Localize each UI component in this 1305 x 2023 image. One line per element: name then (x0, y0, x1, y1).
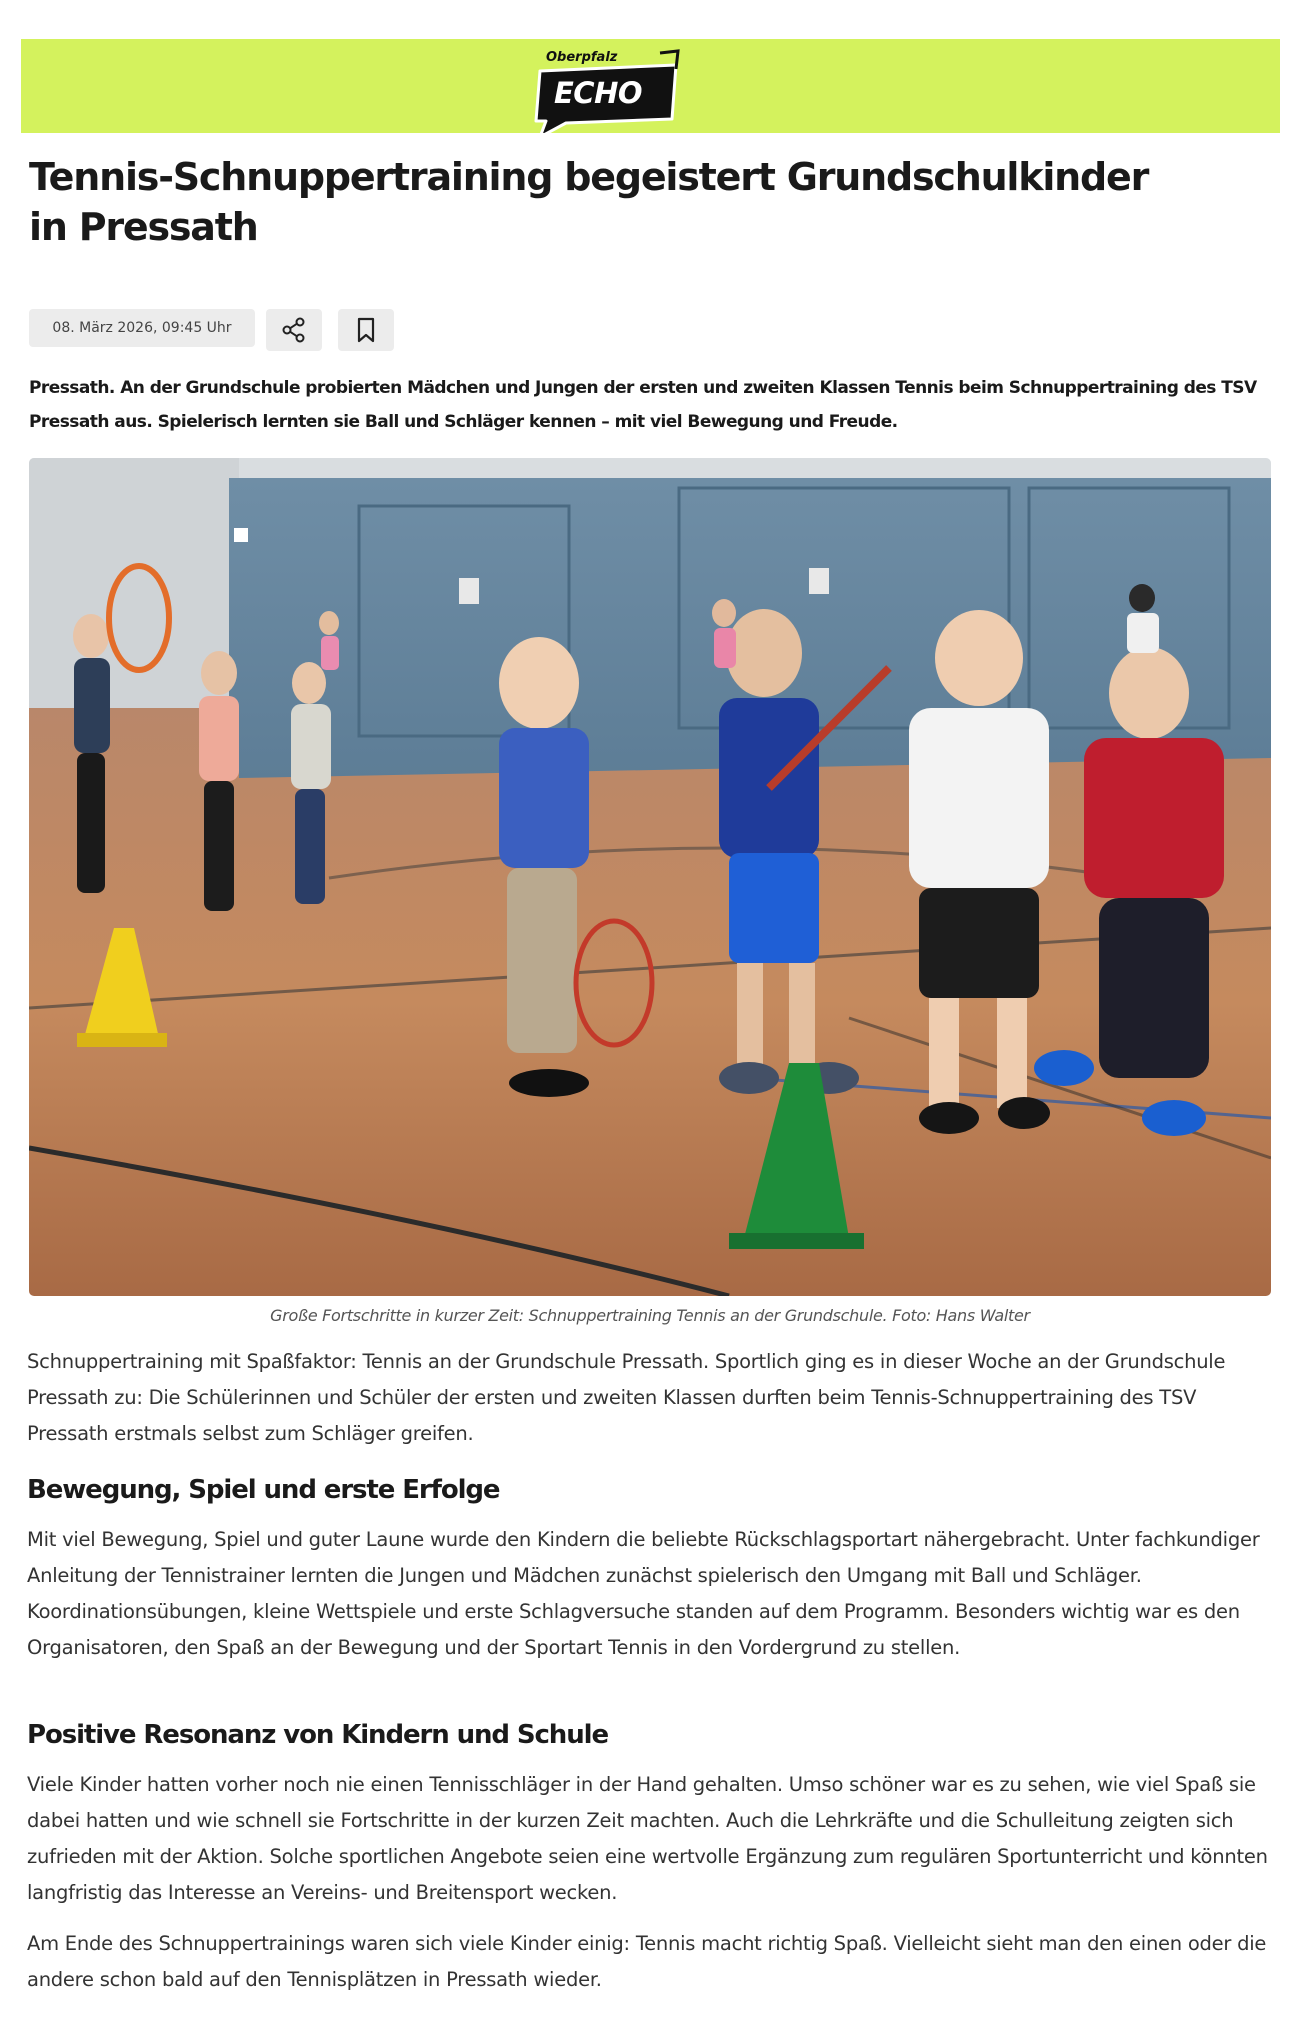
share-icon (280, 316, 308, 344)
tennis-training-photo (29, 458, 1271, 1296)
section-text-1: Mit viel Bewegung, Spiel und guter Laune wurde den Kindern die beliebte Rückschlagsportart nähergebracht. Unter fachkundiger Anleitung der Tennistrainer lernten die Jungen und Mädchen zunächst spielerisch den Umgang mit Ball und Schläger. Koordinationsübungen, kleine Wettspiele und erste Schlagversuche standen auf dem Programm. Besonders wichtig war es den Organisatoren, den Spaß an der Bewegung und der Sportart Tennis in den Vordergrund zu stellen. (27, 1528, 1260, 1659)
article-closing: Am Ende des Schnuppertrainings waren sich viele Kinder einig: Tennis macht richtig Spaß. Vielleicht sieht man den einen oder die andere schon bald auf den Tennisplätzen in Pressath wieder. (27, 1932, 1267, 1991)
section-text-2: Viele Kinder hatten vorher noch nie einen Tennisschläger in der Hand gehalten. Umso schöner war es zu sehen, wie viel Spaß sie dabei hatten und wie schnell sie Fortschritte in der kurzen Zeit machten. Auch die Lehrkräfte und die Schulleitung zeigten sich zufrieden mit der Aktion. Solche sportlichen Angebote seien eine wertvolle Ergänzung zum regulären Sportunterricht und könnten langfristig das Interesse an Vereins- und Breitensport wecken. (27, 1773, 1268, 1904)
section-heading-1: Bewegung, Spiel und erste Erfolge (27, 1475, 500, 1505)
share-button[interactable] (266, 309, 322, 351)
oberpfalz-echo-logo[interactable] (526, 43, 686, 133)
section-heading-2: Positive Resonanz von Kindern und Schule (27, 1720, 608, 1750)
article-photo (29, 458, 1271, 1296)
article-intro: Schnuppertraining mit Spaßfaktor: Tennis an der Grundschule Pressath. Sportlich ging es in dieser Woche an der Grundschule Pressath zu: Die Schülerinnen und Schüler der ersten und zweiten Klassen durften beim Tennis-Schnuppertraining des TSV Pressath erstmals selbst zum Schläger greifen. (27, 1350, 1226, 1445)
article-lead: Pressath. An der Grundschule probierten Mädchen und Jungen der ersten und zweiten Klassen Tennis beim Schnuppertraining des TSV Pressath aus. Spielerisch lernten sie Ball und Schläger kennen – mit viel Bewegung und Freude. (29, 378, 1257, 432)
bookmark-button[interactable] (338, 309, 394, 351)
photo-caption: Große Fortschritte in kurzer Zeit: Schnuppertraining Tennis an der Grundschule. Foto: Hans Walter (270, 1306, 1030, 1325)
page-title: Tennis-Schnuppertraining begeistert Grundschulkinder in Pressath (29, 155, 1149, 249)
logo-main-text: ECHO (554, 76, 643, 110)
bookmark-icon (353, 316, 379, 344)
site-header (21, 39, 1280, 133)
logo-top-text: Oberpfalz (546, 50, 618, 65)
publish-date: 08. März 2026, 09:45 Uhr (29, 309, 255, 347)
